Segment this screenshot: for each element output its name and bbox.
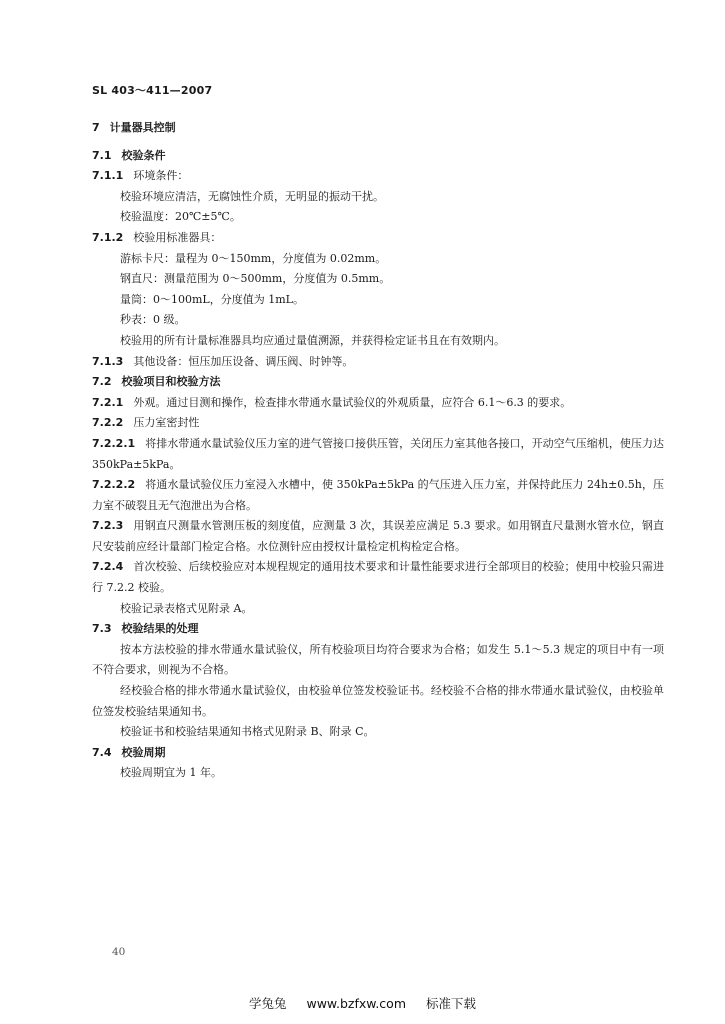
clause-7-2-2: 7.2.2 压力室密封性 xyxy=(92,416,200,430)
section-7-3-heading: 7.3 校验结果的处理 xyxy=(92,622,199,636)
record-form-note: 校验记录表格式见附录 A。 xyxy=(120,601,253,615)
footer-site-name: 学兔兔 xyxy=(248,996,287,1011)
clause-7-2-2-2: 7.2.2.2 将通水量试验仪压力室浸入水槽中，使 350kPa±5kPa 的气压进入压力室，并保持此压力 24h±0.5h，压力室不破裂且无气泡泄出为合格。 xyxy=(92,478,664,512)
std-instrument-line-1: 游标卡尺：量程为 0～150mm，分度值为 0.02mm。 xyxy=(120,251,387,265)
section-body xyxy=(92,118,664,784)
footer-url-link[interactable]: www.bzfxw.com xyxy=(306,996,407,1011)
std-instrument-line-3: 量筒：0～100mL，分度值为 1mL。 xyxy=(120,292,304,306)
calibration-period-text: 校验周期宜为 1 年。 xyxy=(120,766,222,780)
clause-7-2-4: 7.2.4 首次校验、后续校验应对本规程规定的通用技术要求和计量性能要求进行全部项目的校验；使用中校验只需进行 7.2.2 校验。 xyxy=(92,560,664,595)
site-footer xyxy=(0,994,725,1012)
section-7-4-heading: 7.4 校验周期 xyxy=(92,745,166,759)
page-number: 40 xyxy=(112,946,126,958)
std-instrument-line-4: 秒表：0 级。 xyxy=(120,313,186,327)
std-instrument-line-5: 校验用的所有计量标准器具均应通过量值溯源，并获得检定证书且在有效期内。 xyxy=(120,333,505,347)
clause-7-1-1: 7.1.1 环境条件： xyxy=(92,169,189,183)
standard-code-header: SL 403～411—2007 xyxy=(92,84,213,97)
env-line-2: 校验温度：20℃±5℃。 xyxy=(120,210,241,224)
env-line-1: 校验环境应清洁，无腐蚀性介质，无明显的振动干扰。 xyxy=(120,189,384,203)
clause-7-1-2: 7.1.2 校验用标准器具： xyxy=(92,230,222,244)
clause-7-2-1: 7.2.1 外观。通过目测和操作，检查排水带通水量试验仪的外观质量，应符合 6.1～6.3 的要求。 xyxy=(92,395,572,409)
section-7-2-heading: 7.2 校验项目和校验方法 xyxy=(92,375,221,389)
result-paragraph-3: 校验证书和校验结果通知书格式见附录 B、附录 C。 xyxy=(120,725,375,739)
clause-7-2-2-1: 7.2.2.1 将排水带通水量试验仪压力室的进气管接口接供压管，关闭压力室其他各接口，开动空气压缩机，使压力达 350kPa±5kPa。 xyxy=(92,436,664,471)
footer-slogan: 标准下载 xyxy=(426,996,477,1011)
section-7-heading: 7 计量器具控制 xyxy=(92,121,176,134)
result-paragraph-2: 经校验合格的排水带通水量试验仪，由校验单位签发校验证书。经校验不合格的排水带通水量试验仪，由校验单位签发校验结果通知书。 xyxy=(92,684,664,718)
section-7-1-heading: 7.1 校验条件 xyxy=(92,148,166,162)
clause-7-1-3: 7.1.3 其他设备：恒压加压设备、调压阀、时钟等。 xyxy=(92,354,354,368)
result-paragraph-1: 按本方法校验的排水带通水量试验仪，所有校验项目均符合要求为合格；如发生 5.1～5.3 规定的项目中有一项不符合要求，则视为不合格。 xyxy=(92,642,664,677)
std-instrument-line-2: 钢直尺：测量范围为 0～500mm，分度值为 0.5mm。 xyxy=(120,272,391,286)
clause-7-2-3: 7.2.3 用钢直尺测量水管测压板的刻度值，应测量 3 次，其误差应满足 5.3 要求。如用钢直尺量测水管水位，钢直尺安装前应经计量部门检定合格。水位测针应由授权计量检定机构检定合格。 xyxy=(92,519,664,553)
